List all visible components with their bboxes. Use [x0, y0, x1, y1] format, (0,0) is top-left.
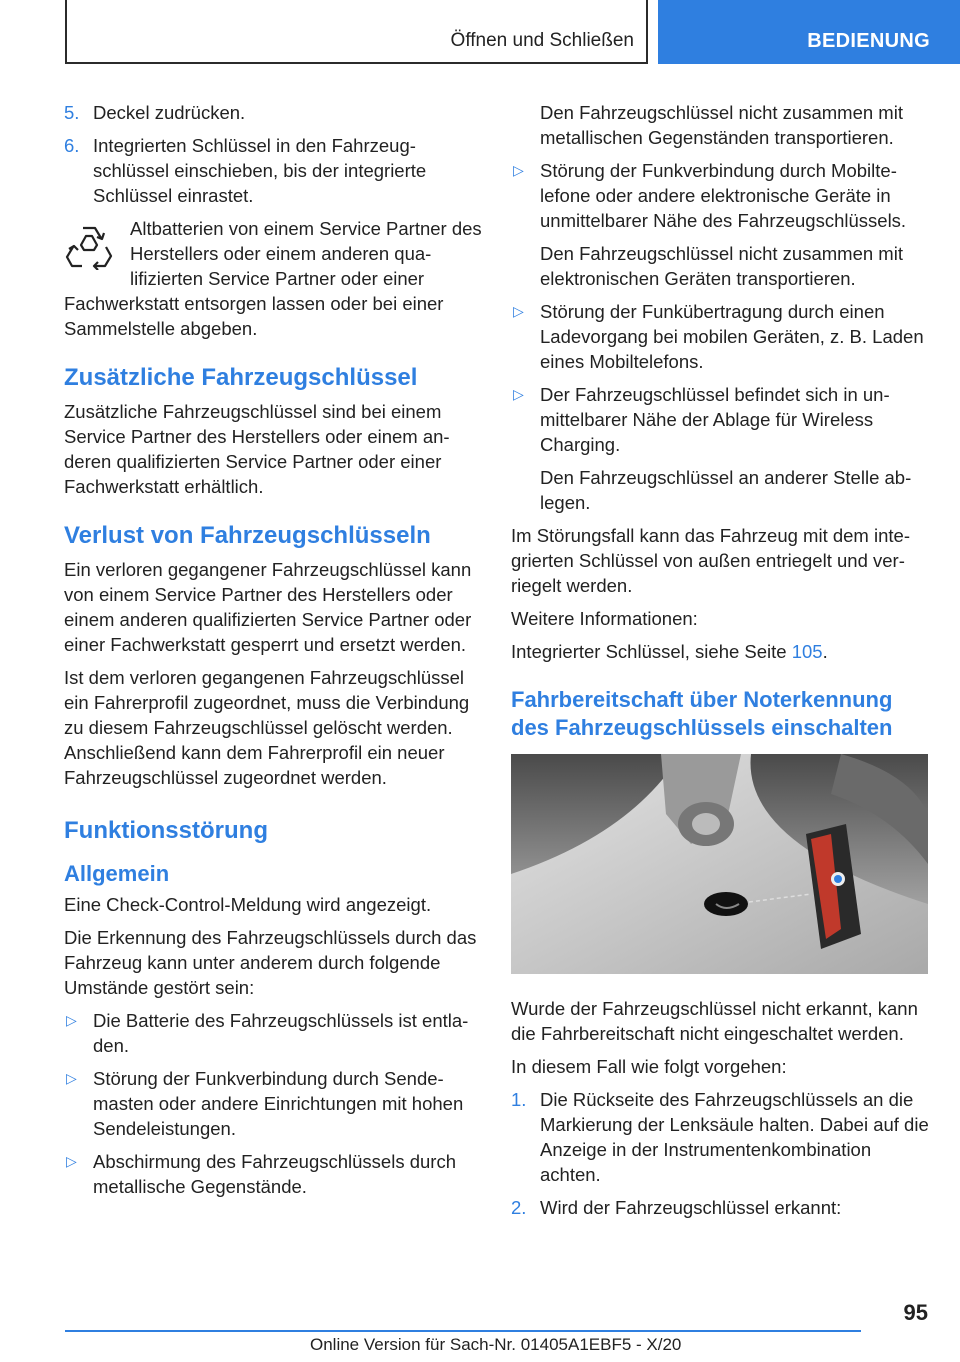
header-chapter-box — [658, 0, 960, 64]
paragraph: Eine Check-Control-Meldung wird angezeigt. — [64, 894, 432, 915]
online-version: Online Version für Sach-Nr. 01405A1EBF5 - X/20 — [310, 1335, 682, 1354]
heading-key-loss: Verlust von Fahrzeugschlüsseln — [64, 522, 431, 549]
heading-general: Allgemein — [64, 861, 170, 886]
step-text: Wird der Fahrzeugschlüssel erkannt: — [540, 1197, 842, 1218]
paragraph: In diesem Fall wie folgt vorgehen: — [511, 1056, 787, 1077]
paragraph: Ein verloren gegangener Fahrzeugschlüssel kann von einem Service Partner des Herstellers oder einem anderen qualifizierten Service Partner oder einer Fachwerkstatt gesperrt und ersetzt werden. — [64, 559, 472, 655]
paragraph: Wurde der Fahrzeugschlüssel nicht erkannt, kann die Fahrbereitschaft nicht eingeschaltet werden. — [511, 998, 918, 1044]
left-column — [64, 100, 484, 1207]
steering-column-photo — [511, 754, 928, 974]
step-6 — [64, 133, 484, 208]
bullet-item — [511, 158, 931, 233]
heading-additional-keys: Zusätzliche Fahrzeugschlüssel — [64, 364, 418, 391]
right-column — [511, 100, 931, 1228]
paragraph: Die Erkennung des Fahrzeugschlüssels durch das Fahrzeug kann unter anderem durch folgende Umstände gestört sein: — [64, 927, 477, 998]
bullet-text: Abschirmung des Fahrzeugschlüssels durch metallische Gegenstände. — [93, 1151, 456, 1197]
triangle-bullet-icon: ▷ — [66, 1012, 77, 1028]
bullet-text: Die Batterie des Fahrzeugschlüssels ist entladen. — [93, 1010, 469, 1056]
paragraph: Im Störungsfall kann das Fahrzeug mit dem integrierten Schlüssel von außen entriegelt und verriegelt werden. — [511, 525, 910, 596]
cross-reference-text: Integrierter Schlüssel, siehe Seite — [511, 641, 792, 662]
bullet-subtext: Den Fahrzeugschlüssel nicht zusammen mit metallischen Gegenständen transportieren. — [540, 102, 903, 148]
triangle-bullet-icon: ▷ — [513, 386, 524, 402]
paragraph: Ist dem verloren gegangenen Fahrzeugschlüssel ein Fahrerprofil zugeordnet, muss die Verbindung zu diesem Fahrzeugschlüssel gelöscht werden. Anschließend kann dem Fahrerprofil ein neuer Fahrzeugschlüssel zugeordnet werden. — [64, 667, 470, 788]
footer-divider — [65, 1330, 861, 1332]
step-number: 5. — [64, 102, 80, 123]
recycle-icon — [64, 220, 114, 270]
section-title: Öffnen und Schließen — [450, 30, 634, 51]
page-link[interactable]: 105 — [791, 641, 823, 662]
bullet-subtext: Den Fahrzeugschlüssel an anderer Stelle ablegen. — [540, 467, 912, 513]
step-number: 1. — [511, 1089, 527, 1110]
triangle-bullet-icon: ▷ — [66, 1153, 77, 1169]
bullet-item — [64, 1008, 484, 1058]
page-number: 95 — [903, 1300, 928, 1325]
recycle-note — [64, 216, 484, 341]
bullet-item — [511, 382, 931, 457]
step-2 — [511, 1195, 931, 1220]
step-text: Deckel zudrücken. — [93, 102, 246, 123]
triangle-bullet-icon: ▷ — [66, 1070, 77, 1086]
step-1 — [511, 1087, 931, 1187]
bullet-text: Störung der Funkverbindung durch Sendemasten oder andere Einrichtungen mit hohen Sendeleistungen. — [93, 1068, 464, 1139]
step-text: Die Rückseite des Fahrzeugschlüssels an die Markierung der Lenksäule halten. Dabei auf die Anzeige in der Instrumentenkombination achten. — [540, 1089, 929, 1185]
step-5 — [64, 100, 484, 125]
cross-reference-end: . — [822, 641, 828, 662]
bullet-subtext: Den Fahrzeugschlüssel nicht zusammen mit elektronischen Geräten transportieren. — [540, 243, 903, 289]
paragraph: Weitere Informationen: — [511, 608, 698, 629]
bullet-item — [64, 1149, 484, 1199]
triangle-bullet-icon: ▷ — [513, 303, 524, 319]
heading-emergency-detection: Fahrbereitschaft über Noterkennung des Fahrzeugschlüssels einschalten — [511, 687, 893, 740]
bullet-item — [64, 1066, 484, 1141]
step-number: 6. — [64, 135, 80, 156]
triangle-bullet-icon: ▷ — [513, 162, 524, 178]
bullet-text: Störung der Funkverbindung durch Mobiltelefone oder andere elektronische Geräte in unmittelbarer Nähe des Fahrzeugschlüssels. — [540, 160, 907, 231]
step-number: 2. — [511, 1197, 527, 1218]
bullet-item — [511, 299, 931, 374]
chapter-title: BEDIENUNG — [807, 30, 930, 52]
bullet-text: Der Fahrzeugschlüssel befindet sich in unmittelbarer Nähe der Ablage für Wireless Charging. — [540, 384, 890, 455]
cross-reference — [511, 639, 931, 664]
step-text: Integrierten Schlüssel in den Fahrzeugschlüssel einschieben, bis der integrierte Schlüssel einrastet. — [93, 135, 427, 206]
header-section-box — [65, 0, 648, 64]
heading-malfunction: Funktionsstörung — [64, 817, 268, 844]
bullet-text: Störung der Funkübertragung durch einen Ladevorgang bei mobilen Geräten, z. B. Laden eines Mobiltelefons. — [540, 301, 924, 372]
paragraph: Zusätzliche Fahrzeugschlüssel sind bei einem Service Partner des Herstellers oder einem anderen qualifizierten Service Partner oder einer Fachwerkstatt erhältlich. — [64, 401, 450, 497]
recycle-note-text: Altbatterien von einem Service Partner des Herstellers oder einem anderen qualifizierten Service Partner oder einer Fachwerkstatt entsorgen lassen oder bei einer Sammelstelle abgeben. — [64, 218, 482, 339]
